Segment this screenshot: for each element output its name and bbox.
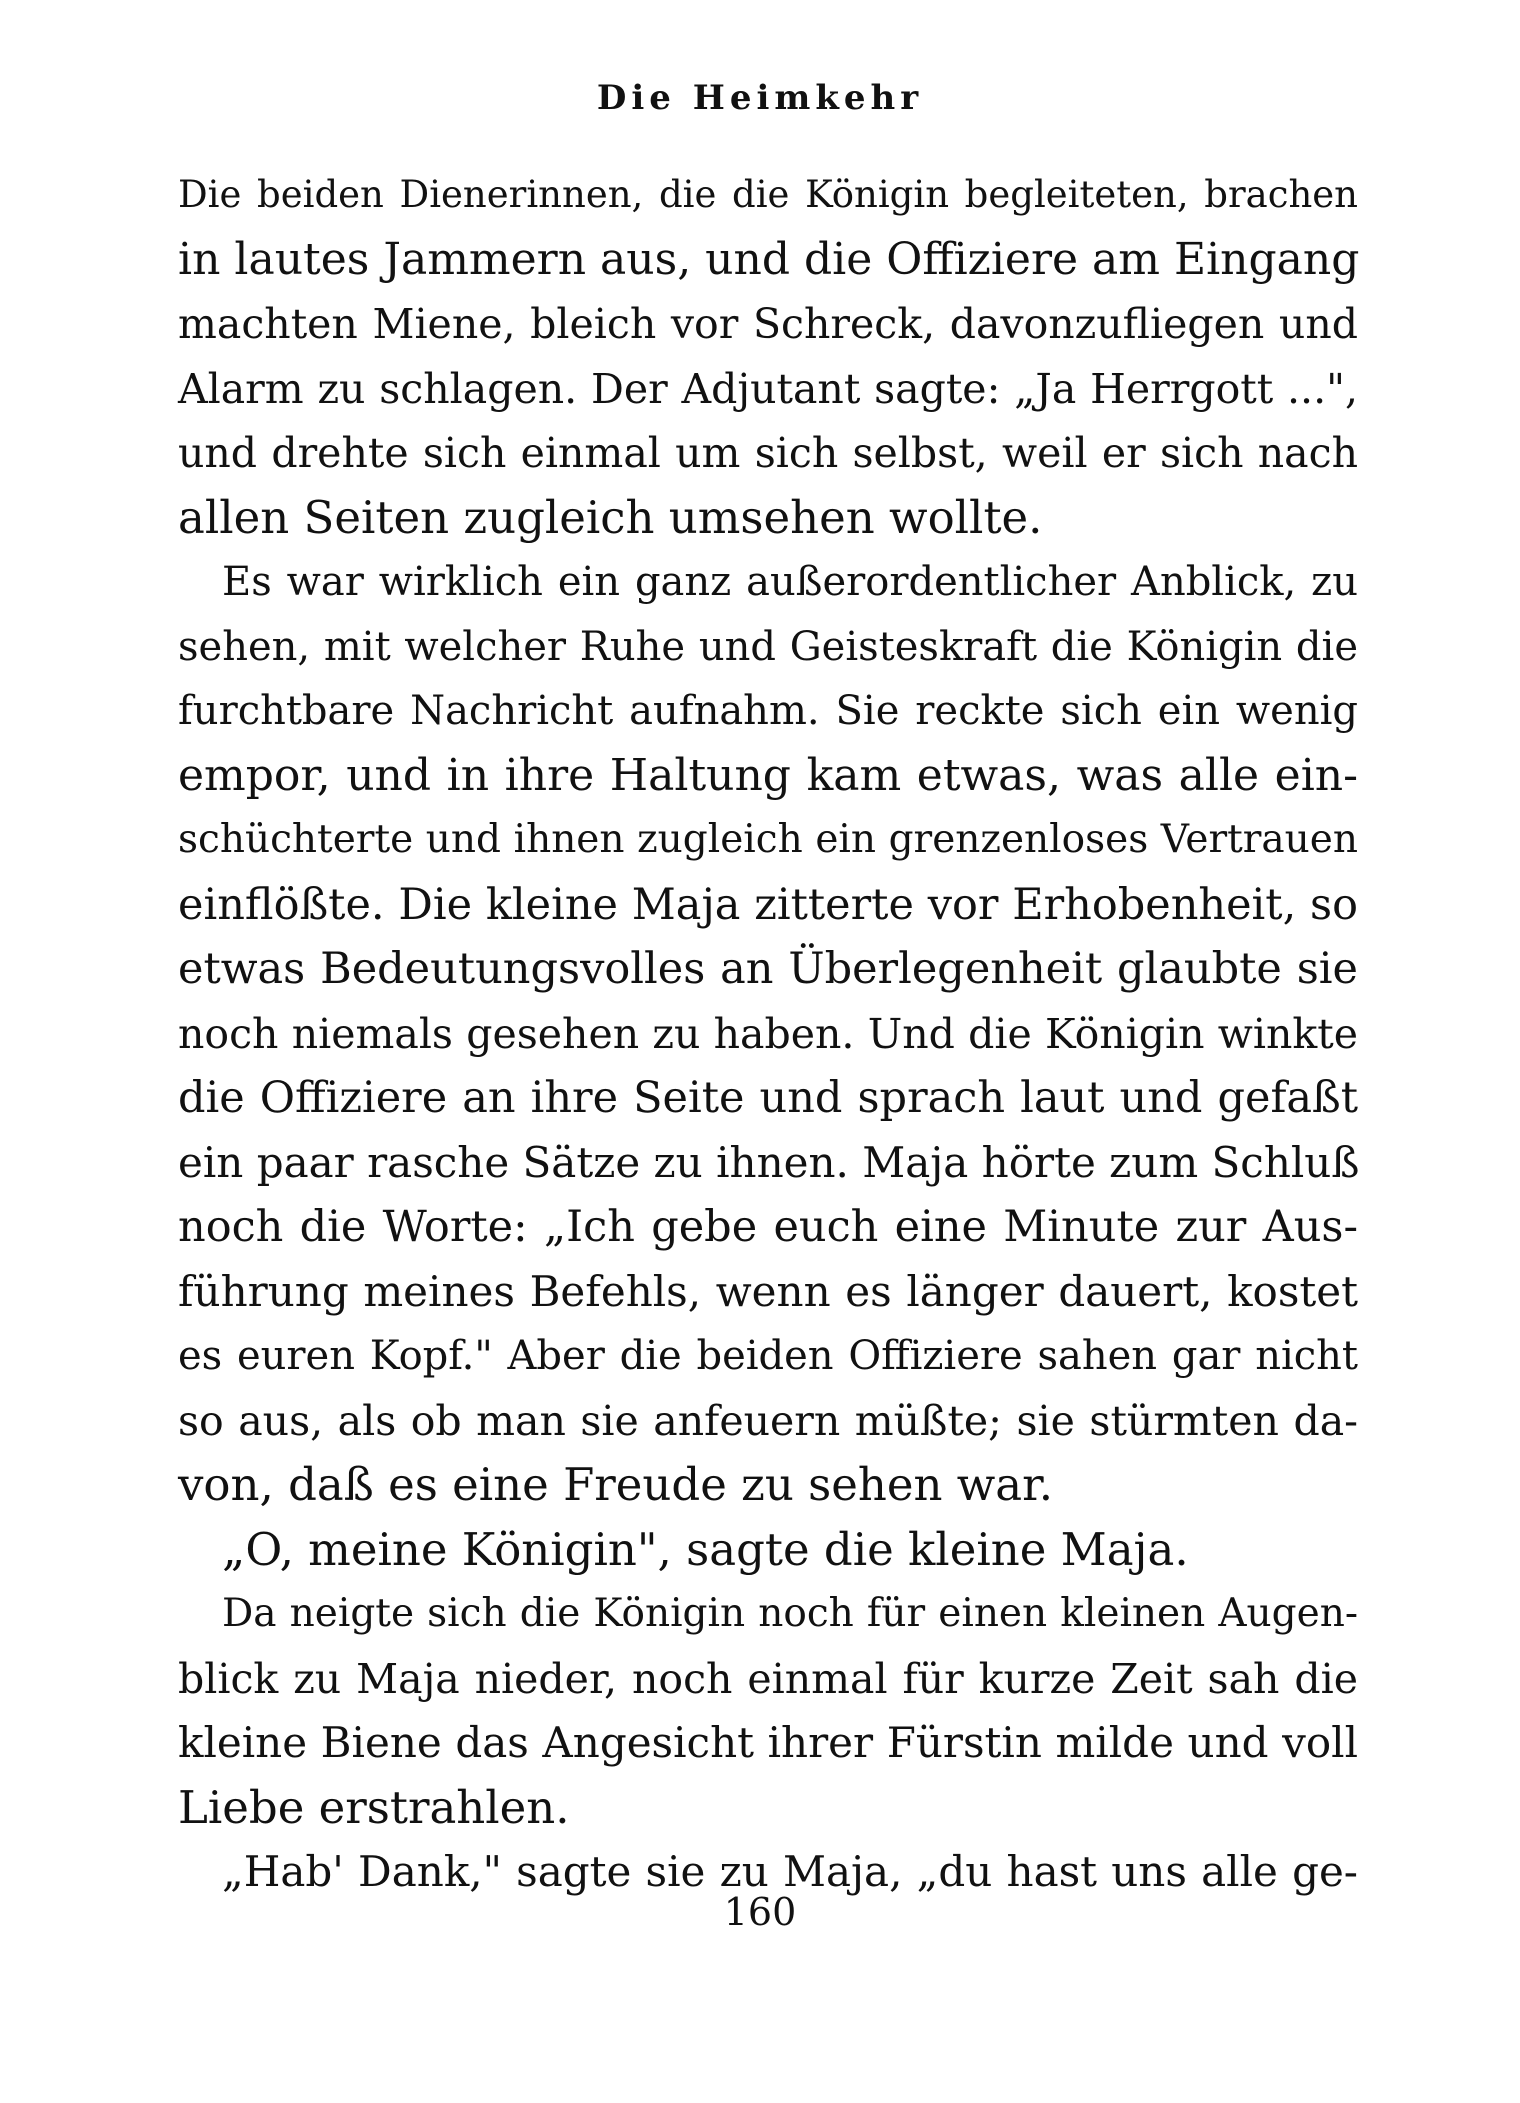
text-line: in lautes Jammern aus, und die Offiziere am Eingang [178,233,1360,285]
text-line: etwas Bedeutungsvolles an Überlegenheit glaubte sie [178,944,1358,994]
text-line: und drehte sich einmal um sich selbst, weil er sich nach [178,429,1358,477]
text-line: führung meines Befehls, wenn es länger dauert, kostet [178,1266,1358,1316]
page-number: 160 [723,1890,797,1934]
text-line: schüchterte und ihnen zugleich ein grenzenloses Vertrauen [178,817,1358,862]
text-line: „O, meine Königin", sagte die kleine Maja. [222,1522,1189,1576]
text-line: einflößte. Die kleine Maja zitterte vor Erhobenheit, so [178,879,1358,930]
body-text [178,163,1358,1905]
text-line: Es war wirklich ein ganz außerordentlicher Anblick, zu [222,559,1358,605]
running-head: Die Heimkehr [596,78,924,118]
text-line: blick zu Maja nieder, noch einmal für kurze Zeit sah die [178,1654,1358,1703]
text-line: so aus, als ob man sie anfeuern müßte; sie stürmten da- [178,1396,1358,1445]
text-line: Alarm zu schlagen. Der Adjutant sagte: „Ja Herrgott ...", [178,364,1358,413]
text-line: Die beiden Dienerinnen, die die Königin begleiteten, brachen [178,173,1358,216]
text-line: Liebe erstrahlen. [178,1780,570,1834]
text-line: ein paar rasche Sätze zu ihnen. Maja hörte zum Schluß [178,1137,1360,1187]
text-line: Da neigte sich die Königin noch für einen kleinen Augen- [222,1591,1358,1636]
text-line: kleine Biene das Angesicht ihrer Fürstin milde und voll [178,1718,1358,1767]
text-line: allen Seiten zugleich umsehen wollte. [178,490,1043,544]
text-line: noch die Worte: „Ich gebe euch eine Minute zur Aus- [178,1202,1358,1252]
text-line: sehen, mit welcher Ruhe und Geisteskraft die Königin die [178,623,1358,670]
text-line: die Offiziere an ihre Seite und sprach laut und gefaßt [178,1073,1358,1123]
text-line: furchtbare Nachricht aufnahm. Sie reckte sich ein wenig [178,688,1358,734]
text-line: von, daß es eine Freude zu sehen war. [178,1458,1053,1511]
text-line: es euren Kopf." Aber die beiden Offiziere sahen gar nicht [178,1333,1358,1379]
text-line: machten Miene, bleich vor Schreck, davonzufliegen und [178,300,1358,348]
text-line: noch niemals gesehen zu haben. Und die Königin winkte [178,1009,1358,1058]
text-line: empor, und in ihre Haltung kam etwas, was alle ein- [178,749,1358,801]
text-line: „Hab' Dank," sagte sie zu Maja, „du hast uns alle ge- [222,1847,1358,1896]
